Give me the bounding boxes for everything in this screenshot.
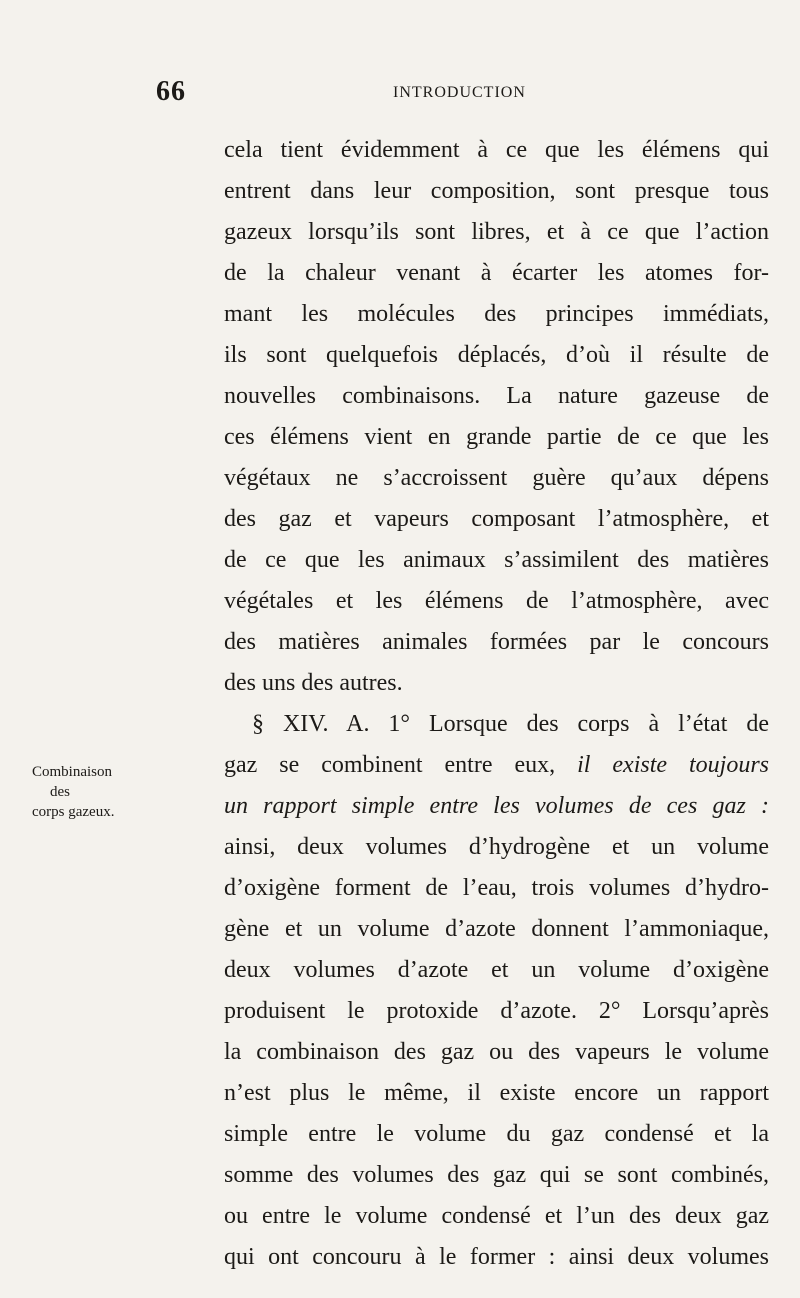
page-header [0, 76, 800, 116]
margin-note-line: des [50, 784, 70, 800]
margin-note-line: Combinaison [32, 764, 113, 780]
text-line: ainsi, deux volumes d’hydrogène et un volume [224, 834, 769, 860]
text-line: entrent dans leur composition, sont presque tous [224, 178, 769, 204]
text-line [224, 745, 769, 786]
body-text [224, 130, 769, 1278]
text-line: de la chaleur venant à écarter les atomes for- [224, 260, 769, 286]
italic-segment: un rapport simple entre les volumes de ces gaz : [224, 793, 769, 819]
page-number: 66 [156, 76, 186, 107]
text-line: mant les molécules des principes immédiats, [224, 301, 769, 327]
italic-segment: il existe toujours [577, 752, 769, 778]
text-line: simple entre le volume du gaz condensé et la [224, 1121, 769, 1147]
text-line: des uns des autres. [224, 670, 403, 696]
text-line: cela tient évidemment à ce que les élémens qui [224, 137, 769, 163]
text-line: la combinaison des gaz ou des vapeurs le volume [224, 1039, 769, 1065]
text-line: produisent le protoxide d’azote. 2° Lorsqu’après [224, 998, 769, 1024]
text-line: de ce que les animaux s’assimilent des matières [224, 547, 769, 573]
section-heading-line: § XIV. A. 1° Lorsque des corps à l’état de [252, 711, 769, 737]
text-line: des matières animales formées par le concours [224, 629, 769, 655]
text-line: nouvelles combinaisons. La nature gazeuse de [224, 383, 769, 409]
text-line: végétales et les élémens de l’atmosphère, avec [224, 588, 769, 614]
text-line: ou entre le volume condensé et l’un des deux gaz [224, 1203, 769, 1229]
text-line: des gaz et vapeurs composant l’atmosphère, et [224, 506, 769, 532]
margin-note [32, 762, 182, 822]
text-line: qui ont concouru à le former : ainsi deux volumes [224, 1244, 769, 1270]
text-line [224, 786, 769, 827]
text-line: gène et un volume d’azote donnent l’ammoniaque, [224, 916, 769, 942]
text-line: somme des volumes des gaz qui se sont combinés, [224, 1162, 769, 1188]
text-line: ils sont quelquefois déplacés, d’où il résulte de [224, 342, 769, 368]
text-line: n’est plus le même, il existe encore un rapport [224, 1080, 769, 1106]
text-line: ces élémens vient en grande partie de ce que les [224, 424, 769, 450]
text-line: deux volumes d’azote et un volume d’oxigène [224, 957, 769, 983]
running-head: INTRODUCTION [393, 84, 526, 101]
text-segment: gaz se combinent entre eux, [224, 752, 578, 778]
text-line: d’oxigène forment de l’eau, trois volumes d’hydro- [224, 875, 769, 901]
text-line: gazeux lorsqu’ils sont libres, et à ce que l’action [224, 219, 769, 245]
margin-note-line: corps gazeux. [32, 804, 115, 820]
text-line: végétaux ne s’accroissent guère qu’aux dépens [224, 465, 769, 491]
